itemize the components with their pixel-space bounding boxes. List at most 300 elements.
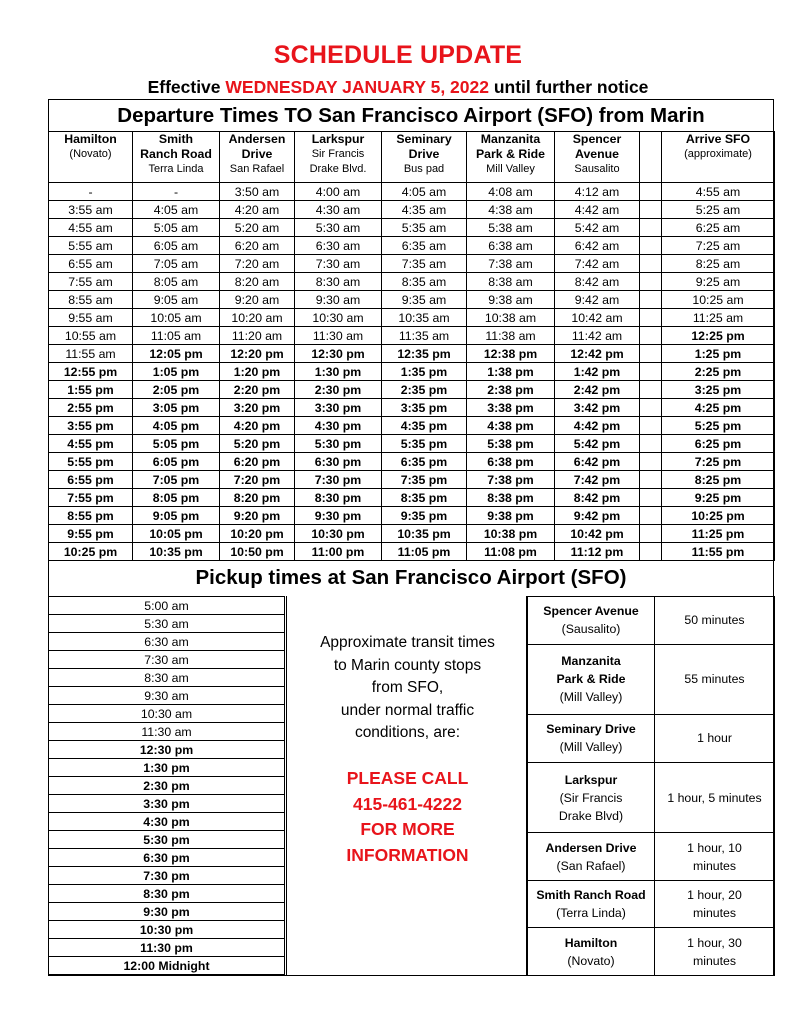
- time-cell: 3:55 am: [49, 201, 133, 219]
- time-cell: 1:25 pm: [662, 345, 775, 363]
- time-cell: 12:38 pm: [467, 345, 555, 363]
- time-cell: 6:05 am: [133, 237, 220, 255]
- column-name: Spencer: [572, 132, 622, 146]
- pickup-time: 8:30 pm: [49, 885, 285, 903]
- pickup-row: [49, 813, 285, 831]
- time-cell: 8:42 am: [555, 273, 640, 291]
- time-cell: 7:05 pm: [133, 471, 220, 489]
- time-cell: 6:20 pm: [220, 453, 295, 471]
- time-cell: 10:25 am: [662, 291, 775, 309]
- stop-name: Manzanita: [561, 654, 621, 669]
- time-cell: 3:42 pm: [555, 399, 640, 417]
- table-row: [49, 309, 775, 327]
- duration-text: 55 minutes: [684, 672, 745, 687]
- transit-times-table: [527, 596, 775, 976]
- time-cell: 11:08 pm: [467, 543, 555, 561]
- stop-name-line2: Park & Ride: [556, 672, 626, 687]
- time-cell: 8:35 am: [382, 273, 467, 291]
- time-cell: [640, 255, 662, 273]
- pickups-heading: Pickup times at San Francisco Airport (SFO): [195, 566, 627, 589]
- time-cell: 8:55 pm: [49, 507, 133, 525]
- time-cell: 3:38 pm: [467, 399, 555, 417]
- pickup-time: 7:30 pm: [49, 867, 285, 885]
- time-cell: 10:38 pm: [467, 525, 555, 543]
- column-name: Hamilton: [64, 132, 117, 146]
- time-cell: 10:35 am: [382, 309, 467, 327]
- table-row: [49, 363, 775, 381]
- time-cell: 10:20 pm: [220, 525, 295, 543]
- departures-table: [48, 131, 775, 561]
- time-cell: 4:20 pm: [220, 417, 295, 435]
- time-cell: 5:30 am: [295, 219, 382, 237]
- time-cell: [640, 183, 662, 201]
- time-cell: 10:50 pm: [220, 543, 295, 561]
- effective-prefix: Effective: [147, 77, 226, 97]
- time-cell: 12:05 pm: [133, 345, 220, 363]
- column-header: [220, 132, 295, 183]
- call-note-line: 415-461-4222: [353, 793, 462, 814]
- column-name-line2: Park & Ride: [475, 147, 546, 161]
- pickup-time: 5:30 am: [49, 615, 285, 633]
- time-cell: 3:25 pm: [662, 381, 775, 399]
- time-cell: 4:05 am: [382, 183, 467, 201]
- transit-note-line: Approximate transit times: [320, 634, 495, 651]
- time-cell: [640, 201, 662, 219]
- table-row: [49, 417, 775, 435]
- table-row: [49, 471, 775, 489]
- time-cell: 8:55 am: [49, 291, 133, 309]
- time-cell: 8:25 pm: [662, 471, 775, 489]
- stop-name: Smith Ranch Road: [536, 888, 646, 903]
- time-cell: 4:00 am: [295, 183, 382, 201]
- transit-note-line: conditions, are:: [354, 724, 461, 741]
- time-cell: 4:05 am: [133, 201, 220, 219]
- time-cell: 9:25 pm: [662, 489, 775, 507]
- pickup-time: 1:30 pm: [49, 759, 285, 777]
- time-cell: 7:25 pm: [662, 453, 775, 471]
- transit-row: [528, 928, 775, 976]
- time-cell: 7:20 pm: [220, 471, 295, 489]
- time-cell: 8:30 pm: [295, 489, 382, 507]
- pickup-row: [49, 903, 285, 921]
- time-cell: 10:42 pm: [555, 525, 640, 543]
- pickup-time: 9:30 am: [49, 687, 285, 705]
- column-header: [133, 132, 220, 183]
- time-cell: 8:25 am: [662, 255, 775, 273]
- table-row: [49, 183, 775, 201]
- pickup-row: [49, 885, 285, 903]
- column-subtitle-line2: Drake Blvd.: [309, 163, 367, 175]
- pickup-row: [49, 723, 285, 741]
- time-cell: 2:20 pm: [220, 381, 295, 399]
- time-cell: 10:35 pm: [133, 543, 220, 561]
- time-cell: 7:30 pm: [295, 471, 382, 489]
- table-row: [49, 435, 775, 453]
- pickup-time: 3:30 pm: [49, 795, 285, 813]
- time-cell: [640, 453, 662, 471]
- table-row: [49, 453, 775, 471]
- time-cell: 6:30 am: [295, 237, 382, 255]
- time-cell: 4:05 pm: [133, 417, 220, 435]
- stop-area: (Mill Valley): [559, 740, 623, 755]
- time-cell: 11:05 pm: [382, 543, 467, 561]
- time-cell: 3:50 am: [220, 183, 295, 201]
- duration-text: 1 hour, 30: [687, 935, 742, 950]
- time-cell: [640, 435, 662, 453]
- time-cell: [640, 345, 662, 363]
- time-cell: 9:30 am: [295, 291, 382, 309]
- time-cell: 9:55 am: [49, 309, 133, 327]
- pickup-time: 2:30 pm: [49, 777, 285, 795]
- time-cell: [640, 489, 662, 507]
- pickup-row: [49, 687, 285, 705]
- transit-row: [528, 644, 775, 715]
- table-row: [49, 237, 775, 255]
- time-cell: 5:35 pm: [382, 435, 467, 453]
- time-cell: 11:12 pm: [555, 543, 640, 561]
- time-cell: 7:38 pm: [467, 471, 555, 489]
- transit-stop: [528, 880, 655, 928]
- time-cell: -: [49, 183, 133, 201]
- table-row: [49, 201, 775, 219]
- time-cell: 11:25 pm: [662, 525, 775, 543]
- time-cell: 1:38 pm: [467, 363, 555, 381]
- time-cell: 11:30 am: [295, 327, 382, 345]
- column-name: Smith: [158, 132, 194, 146]
- time-cell: 12:20 pm: [220, 345, 295, 363]
- time-cell: 6:55 pm: [49, 471, 133, 489]
- time-cell: 5:05 pm: [133, 435, 220, 453]
- time-cell: 4:42 pm: [555, 417, 640, 435]
- column-name: Andersen: [228, 132, 286, 146]
- time-cell: 6:20 am: [220, 237, 295, 255]
- time-cell: 5:55 am: [49, 237, 133, 255]
- time-cell: 5:35 am: [382, 219, 467, 237]
- time-cell: [640, 237, 662, 255]
- column-subtitle: Mill Valley: [486, 163, 535, 175]
- time-cell: 3:05 pm: [133, 399, 220, 417]
- time-cell: [640, 543, 662, 561]
- pickup-row: [49, 633, 285, 651]
- time-cell: 10:55 am: [49, 327, 133, 345]
- transit-row: [528, 597, 775, 645]
- time-cell: 8:38 pm: [467, 489, 555, 507]
- duration-text: 1 hour, 10: [687, 840, 742, 855]
- pickup-row: [49, 867, 285, 885]
- time-cell: 10:05 am: [133, 309, 220, 327]
- transit-stop: [528, 928, 655, 976]
- table-row: [49, 507, 775, 525]
- time-cell: 6:38 am: [467, 237, 555, 255]
- pickup-row: [49, 849, 285, 867]
- time-cell: 10:42 am: [555, 309, 640, 327]
- call-note: [287, 766, 528, 868]
- table-row: [49, 543, 775, 561]
- time-cell: 10:20 am: [220, 309, 295, 327]
- stop-name: Hamilton: [564, 935, 618, 950]
- column-subtitle: Terra Linda: [148, 163, 204, 175]
- pickup-row: [49, 759, 285, 777]
- pickup-row: [49, 741, 285, 759]
- time-cell: 4:30 am: [295, 201, 382, 219]
- time-cell: 4:55 am: [49, 219, 133, 237]
- transit-row: [528, 762, 775, 833]
- column-subtitle: San Rafael: [229, 163, 285, 175]
- time-cell: 7:35 pm: [382, 471, 467, 489]
- transit-stop: [528, 762, 655, 833]
- pickup-time: 6:30 pm: [49, 849, 285, 867]
- time-cell: 1:20 pm: [220, 363, 295, 381]
- time-cell: 12:42 pm: [555, 345, 640, 363]
- time-cell: 5:38 am: [467, 219, 555, 237]
- table-row: [49, 489, 775, 507]
- effective-line: [0, 77, 796, 98]
- table-row: [49, 525, 775, 543]
- column-header: [467, 132, 555, 183]
- time-cell: 7:25 am: [662, 237, 775, 255]
- time-cell: 9:38 am: [467, 291, 555, 309]
- transit-stop: [528, 644, 655, 715]
- transit-note-line: to Marin county stops: [333, 656, 482, 674]
- time-cell: 9:42 pm: [555, 507, 640, 525]
- time-cell: [640, 273, 662, 291]
- time-cell: 11:35 am: [382, 327, 467, 345]
- time-cell: [640, 399, 662, 417]
- time-cell: 8:05 pm: [133, 489, 220, 507]
- time-cell: 10:35 pm: [382, 525, 467, 543]
- time-cell: 6:35 am: [382, 237, 467, 255]
- column-header: [662, 132, 775, 183]
- time-cell: 5:55 pm: [49, 453, 133, 471]
- pickup-row: [49, 795, 285, 813]
- stop-area-line2: Drake Blvd): [558, 808, 624, 823]
- time-cell: 3:20 pm: [220, 399, 295, 417]
- time-cell: 9:35 pm: [382, 507, 467, 525]
- transit-duration: [655, 928, 775, 976]
- pickup-time: 9:30 pm: [49, 903, 285, 921]
- pickup-row: [49, 651, 285, 669]
- time-cell: 11:55 am: [49, 345, 133, 363]
- time-cell: 7:55 pm: [49, 489, 133, 507]
- pickup-row: [49, 939, 285, 957]
- time-cell: 6:42 am: [555, 237, 640, 255]
- stop-name: Andersen Drive: [545, 840, 637, 855]
- time-cell: 5:42 am: [555, 219, 640, 237]
- time-cell: 4:20 am: [220, 201, 295, 219]
- time-cell: 3:55 pm: [49, 417, 133, 435]
- time-cell: 2:42 pm: [555, 381, 640, 399]
- time-cell: 1:30 pm: [295, 363, 382, 381]
- pickup-time: 11:30 pm: [49, 939, 285, 957]
- table-row: [49, 291, 775, 309]
- transit-duration: [655, 762, 775, 833]
- time-cell: 11:25 am: [662, 309, 775, 327]
- pickup-row: [49, 957, 285, 975]
- stop-area: (Sir Francis: [559, 790, 623, 805]
- pickup-time: 8:30 am: [49, 669, 285, 687]
- pickup-time: 12:30 pm: [49, 741, 285, 759]
- pickup-row: [49, 669, 285, 687]
- time-cell: 9:30 pm: [295, 507, 382, 525]
- column-subtitle: Bus pad: [403, 163, 445, 175]
- time-cell: [640, 417, 662, 435]
- pickup-time: 10:30 am: [49, 705, 285, 723]
- time-cell: 7:42 pm: [555, 471, 640, 489]
- time-cell: 4:38 am: [467, 201, 555, 219]
- time-cell: 2:55 pm: [49, 399, 133, 417]
- time-cell: 7:42 am: [555, 255, 640, 273]
- pickup-time: 11:30 am: [49, 723, 285, 741]
- time-cell: 11:42 am: [555, 327, 640, 345]
- duration-text: 50 minutes: [684, 613, 745, 628]
- time-cell: 9:55 pm: [49, 525, 133, 543]
- pickup-time: 5:30 pm: [49, 831, 285, 849]
- time-cell: 6:05 pm: [133, 453, 220, 471]
- transit-duration: [655, 644, 775, 715]
- time-cell: 2:30 pm: [295, 381, 382, 399]
- time-cell: 10:05 pm: [133, 525, 220, 543]
- column-header: [382, 132, 467, 183]
- pickup-row: [49, 597, 285, 615]
- time-cell: 8:42 pm: [555, 489, 640, 507]
- time-cell: 5:25 am: [662, 201, 775, 219]
- time-cell: [640, 219, 662, 237]
- time-cell: 6:30 pm: [295, 453, 382, 471]
- call-note-line: FOR MORE: [360, 819, 455, 839]
- time-cell: 3:35 pm: [382, 399, 467, 417]
- time-cell: 11:00 pm: [295, 543, 382, 561]
- time-cell: 4:55 am: [662, 183, 775, 201]
- table-row: [49, 381, 775, 399]
- time-cell: 6:35 pm: [382, 453, 467, 471]
- pickup-time: 10:30 pm: [49, 921, 285, 939]
- time-cell: 11:20 am: [220, 327, 295, 345]
- table-row: [49, 327, 775, 345]
- time-cell: 9:25 am: [662, 273, 775, 291]
- transit-row: [528, 880, 775, 928]
- time-cell: 5:20 am: [220, 219, 295, 237]
- time-cell: 5:30 pm: [295, 435, 382, 453]
- time-cell: 10:25 pm: [49, 543, 133, 561]
- pickup-row: [49, 705, 285, 723]
- column-name: Seminary: [396, 132, 452, 146]
- stop-area: (San Rafael): [556, 858, 626, 873]
- time-cell: 4:55 pm: [49, 435, 133, 453]
- time-cell: [640, 309, 662, 327]
- time-cell: 7:38 am: [467, 255, 555, 273]
- time-cell: 5:05 am: [133, 219, 220, 237]
- time-cell: -: [133, 183, 220, 201]
- time-cell: 5:42 pm: [555, 435, 640, 453]
- effective-date: WEDNESDAY JANUARY 5, 2022: [225, 77, 489, 97]
- time-cell: 10:38 am: [467, 309, 555, 327]
- stop-name: Spencer Avenue: [543, 604, 639, 619]
- duration-text-line2: minutes: [692, 906, 737, 921]
- transit-note: [287, 632, 528, 745]
- pickup-time: 6:30 am: [49, 633, 285, 651]
- time-cell: 10:30 pm: [295, 525, 382, 543]
- time-cell: 6:55 am: [49, 255, 133, 273]
- duration-text-line2: minutes: [692, 953, 737, 968]
- transit-row: [528, 833, 775, 881]
- time-cell: 9:38 pm: [467, 507, 555, 525]
- duration-text: 1 hour, 5 minutes: [667, 790, 762, 805]
- time-cell: 9:42 am: [555, 291, 640, 309]
- time-cell: 1:35 pm: [382, 363, 467, 381]
- time-cell: 1:42 pm: [555, 363, 640, 381]
- time-cell: 4:25 pm: [662, 399, 775, 417]
- time-cell: 6:38 pm: [467, 453, 555, 471]
- transit-row: [528, 715, 775, 763]
- time-cell: [640, 363, 662, 381]
- time-cell: 6:42 pm: [555, 453, 640, 471]
- column-header: [295, 132, 382, 183]
- column-name: Manzanita: [480, 132, 541, 146]
- column-name: Arrive SFO: [685, 132, 751, 146]
- time-cell: [640, 525, 662, 543]
- time-cell: 11:38 am: [467, 327, 555, 345]
- time-cell: 8:20 pm: [220, 489, 295, 507]
- column-subtitle: (Novato): [69, 148, 112, 160]
- time-cell: 4:42 am: [555, 201, 640, 219]
- column-subtitle: Sausalito: [574, 163, 620, 175]
- time-cell: 8:35 pm: [382, 489, 467, 507]
- time-cell: 9:20 pm: [220, 507, 295, 525]
- time-cell: 9:05 pm: [133, 507, 220, 525]
- column-header: [49, 132, 133, 183]
- time-cell: 2:05 pm: [133, 381, 220, 399]
- time-cell: 1:55 pm: [49, 381, 133, 399]
- pickup-times-table: [48, 596, 285, 975]
- column-name-line2: Drive: [408, 147, 440, 161]
- time-cell: 6:25 pm: [662, 435, 775, 453]
- pickup-time: 4:30 pm: [49, 813, 285, 831]
- time-cell: 7:55 am: [49, 273, 133, 291]
- column-name-line2: Ranch Road: [140, 147, 212, 161]
- column-name-line2: Drive: [241, 147, 273, 161]
- time-cell: [640, 381, 662, 399]
- pickup-row: [49, 777, 285, 795]
- pickup-row: [49, 831, 285, 849]
- departures-body: [49, 183, 775, 561]
- time-cell: 12:55 pm: [49, 363, 133, 381]
- transit-duration: [655, 833, 775, 881]
- table-row: [49, 345, 775, 363]
- time-cell: 7:35 am: [382, 255, 467, 273]
- transit-duration: [655, 715, 775, 763]
- column-name: Larkspur: [311, 132, 365, 146]
- transit-note-line: under normal traffic: [340, 701, 475, 719]
- departures-header-row: [49, 132, 775, 183]
- time-cell: 5:20 pm: [220, 435, 295, 453]
- column-name-line2: Avenue: [575, 147, 619, 161]
- time-cell: 4:38 pm: [467, 417, 555, 435]
- column-subtitle: (approximate): [684, 148, 752, 160]
- time-cell: 8:30 am: [295, 273, 382, 291]
- time-cell: 12:35 pm: [382, 345, 467, 363]
- page-title: SCHEDULE UPDATE: [273, 41, 523, 69]
- time-cell: 7:20 am: [220, 255, 295, 273]
- time-cell: [640, 471, 662, 489]
- time-cell: 5:38 pm: [467, 435, 555, 453]
- time-cell: 4:08 am: [467, 183, 555, 201]
- call-note-line: PLEASE CALL: [346, 768, 469, 788]
- column-header: [640, 132, 662, 183]
- time-cell: 11:05 am: [133, 327, 220, 345]
- time-cell: 8:20 am: [220, 273, 295, 291]
- time-cell: [640, 327, 662, 345]
- stop-name: Larkspur: [564, 772, 618, 787]
